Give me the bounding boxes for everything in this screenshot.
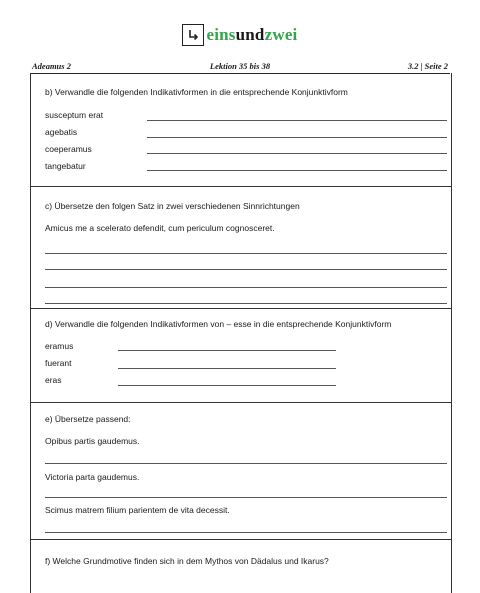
section-d-item: eras: [45, 375, 62, 385]
section-d-item: fuerant: [45, 358, 72, 368]
lesson-title: Lektion 35 bis 38: [209, 61, 271, 71]
section-b-instruction: b) Verwandle die folgenden Indikativformen in die entsprechende Konjunktivform: [45, 87, 348, 97]
section-e-sentence: Victoria parta gaudemus.: [45, 472, 140, 482]
section-c-instruction: c) Übersetze den folgen Satz in zwei verschiedenen Sinnrichtungen: [45, 201, 300, 211]
book-title: Adeamus 2: [32, 61, 71, 71]
section-b-item: susceptum erat: [45, 110, 104, 120]
answer-line[interactable]: [147, 120, 447, 121]
section-c-sentence: Amicus me a scelerato defendit, cum periculum cognosceret.: [45, 223, 275, 233]
answer-line[interactable]: [118, 385, 336, 386]
logo-arrow-icon: [182, 24, 204, 46]
section-e-sentence: Opibus partis gaudemus.: [45, 436, 140, 446]
section-d-item: eramus: [45, 341, 74, 351]
answer-line[interactable]: [118, 350, 336, 351]
section-divider: [30, 186, 451, 187]
section-d-instruction: d) Verwandle die folgenden Indikativformen von – esse in die entsprechende Konjunktivform: [45, 319, 392, 329]
answer-line[interactable]: [45, 532, 447, 533]
answer-line[interactable]: [118, 368, 336, 369]
section-b-item: agebatis: [45, 127, 78, 137]
answer-line[interactable]: [45, 303, 447, 304]
section-e-instruction: e) Übersetze passend:: [45, 414, 131, 424]
answer-line[interactable]: [45, 253, 447, 254]
answer-line[interactable]: [147, 170, 447, 171]
section-divider: [30, 402, 451, 403]
answer-line[interactable]: [45, 287, 447, 288]
section-b-item: tangebatur: [45, 161, 86, 171]
answer-line[interactable]: [45, 463, 447, 464]
logo-text: einsundzwei: [206, 25, 298, 44]
section-f-instruction: f) Welche Grundmotive finden sich in dem Mythos von Dädalus und Ikarus?: [45, 556, 329, 566]
section-b-item: coeperamus: [45, 144, 92, 154]
answer-line[interactable]: [45, 497, 447, 498]
section-e-sentence: Scimus matrem filium parientem de vita decessit.: [45, 505, 230, 515]
answer-line[interactable]: [45, 269, 447, 270]
answer-line[interactable]: [147, 153, 447, 154]
section-divider: [30, 539, 451, 540]
logo: [0, 24, 480, 46]
section-divider: [30, 308, 451, 309]
answer-line[interactable]: [147, 137, 447, 138]
page-number: 3.2 | Seite 2: [407, 61, 448, 71]
